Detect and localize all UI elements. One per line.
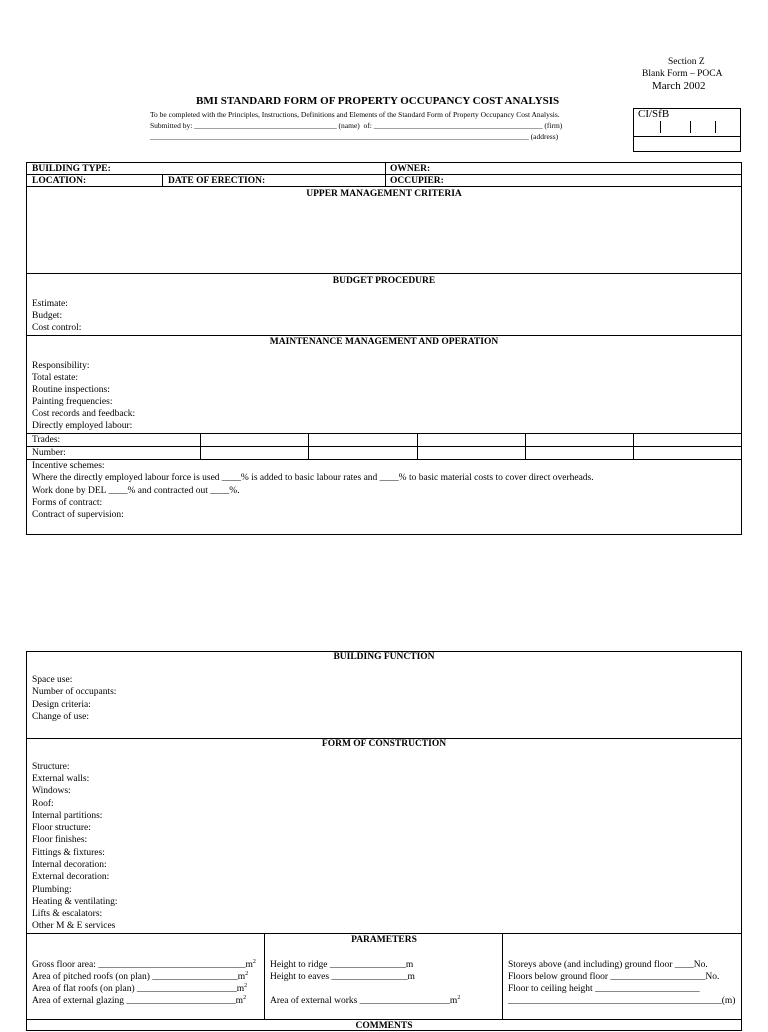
foc-roof: Roof: xyxy=(32,799,54,809)
comments-heading: COMMENTS xyxy=(355,1021,413,1031)
param-height-ridge: Height to ridge ________________m xyxy=(270,960,414,970)
foc-windows: Windows: xyxy=(32,786,71,796)
param-flat-roofs: Area of flat roofs (on plan) $\_\_\_\_\_\_\_\_\_\_\_\_\_\_\_\_\_\_\_\_\_m^2$ xyxy=(32,982,248,994)
contract-of-supervision: Contract of supervision: xyxy=(32,510,124,520)
submitted-by-field[interactable]: Submitted by: ______________________________________ (name) of: _____________________________________________ (firm) xyxy=(150,121,563,130)
form-title: BMI STANDARD FORM OF PROPERTY OCCUPANCY COST ANALYSIS xyxy=(196,95,560,107)
maint-cost-records: Cost records and feedback: xyxy=(32,409,136,419)
param-height-eaves: Height to eaves ________________m xyxy=(270,972,415,982)
maint-routine-inspections: Routine inspections: xyxy=(32,385,110,395)
param-pitched-roofs: Area of pitched roofs (on plan) $\_\_\_\_\_\_\_\_\_\_\_\_\_\_\_\_\_\_m^2$ xyxy=(32,970,249,982)
foc-internal-decoration: Internal decoration: xyxy=(32,860,107,870)
param-floor-ceiling: Floor to ceiling height ______________________ xyxy=(508,984,700,994)
foc-floor-finishes: Floor finishes: xyxy=(32,835,88,845)
incentive-schemes: Incentive schemes: xyxy=(32,461,105,471)
param-gross-floor-area: Gross floor area: $\_\_\_\_\_\_\_\_\_\_\_\_\_\_\_\_\_\_\_\_\_\_\_\_\_\_\_\_\_\_\_m^2$ xyxy=(32,958,256,970)
budget-heading: BUDGET PROCEDURE xyxy=(332,276,436,286)
foc-external-decoration: External decoration: xyxy=(32,872,110,882)
foc-external-walls: External walls: xyxy=(32,774,90,784)
param-external-glazing: Area of external glazing $\_\_\_\_\_\_\_\_\_\_\_\_\_\_\_\_\_\_\_\_\_\_\_m^2$ xyxy=(32,994,247,1006)
owner-field[interactable]: OWNER: xyxy=(390,164,431,174)
maint-total-estate: Total estate: xyxy=(32,373,79,383)
form-date: March 2002 xyxy=(652,80,706,92)
trades-label: Trades: xyxy=(32,435,61,445)
budget-cost-control: Cost control: xyxy=(32,323,82,333)
bf-design-criteria: Design criteria: xyxy=(32,700,91,710)
budget-budget: Budget: xyxy=(32,311,63,321)
del-overheads-text: Where the directly employed labour force is used ____% is added to basic labour rates and ____% to basic material costs to cover direct overheads. xyxy=(32,473,594,483)
param-floor-ceiling-m: _____________________________________________(m) xyxy=(508,996,736,1006)
maint-painting-frequencies: Painting frequencies: xyxy=(32,397,113,407)
section-label: Section Z xyxy=(668,57,705,67)
foc-heating: Heating & ventilating: xyxy=(32,897,118,907)
foc-internal-partitions: Internal partitions: xyxy=(32,811,103,821)
address-field[interactable]: _____________________________________________________________________________________________________ (address) xyxy=(150,132,559,141)
building-function-heading: BUILDING FUNCTION xyxy=(333,652,435,662)
forms-of-contract: Forms of contract: xyxy=(32,498,103,508)
foc-structure: Structure: xyxy=(32,762,70,772)
maint-responsibility: Responsibility: xyxy=(32,361,90,371)
cisfb-code-field[interactable] xyxy=(633,136,741,152)
upper-management-area[interactable] xyxy=(30,202,738,272)
instructions-text: To be completed with the Principles, Instructions, Definitions and Elements of the Standard Form of Property Occupancy Cost Analysis. xyxy=(150,110,560,119)
location-field[interactable]: LOCATION: xyxy=(32,176,87,186)
bf-change-of-use: Change of use: xyxy=(32,712,89,722)
param-external-works: Area of external works $\_\_\_\_\_\_\_\_\_\_\_\_\_\_\_\_\_\_\_m^2$ xyxy=(270,994,461,1006)
occupier-field[interactable]: OCCUPIER: xyxy=(390,176,444,186)
foc-other-me: Other M & E services xyxy=(32,921,116,931)
date-of-erection-field[interactable]: DATE OF ERECTION: xyxy=(168,176,266,186)
bf-space-use: Space use: xyxy=(32,675,73,685)
number-label: Number: xyxy=(32,448,66,458)
foc-floor-structure: Floor structure: xyxy=(32,823,91,833)
param-floors-below: Floors below ground floor ____________________No. xyxy=(508,972,720,982)
del-contracted-text: Work done by DEL ____% and contracted out ____%. xyxy=(32,486,240,496)
blank-form-label: Blank Form – POCA xyxy=(642,69,723,79)
maintenance-heading: MAINTENANCE MANAGEMENT AND OPERATION xyxy=(269,337,499,347)
cisfb-label: CI/SfB xyxy=(638,108,670,120)
budget-estimate: Estimate: xyxy=(32,299,68,309)
param-storeys-above: Storeys above (and including) ground floor ____No. xyxy=(508,960,708,970)
bf-occupants: Number of occupants: xyxy=(32,687,117,697)
building-type-field[interactable]: BUILDING TYPE: xyxy=(32,164,111,174)
upper-management-heading: UPPER MANAGEMENT CRITERIA xyxy=(306,189,462,199)
parameters-heading: PARAMETERS xyxy=(351,935,417,945)
foc-plumbing: Plumbing: xyxy=(32,885,72,895)
foc-lifts: Lifts & escalators: xyxy=(32,909,103,919)
maint-direct-labour: Directly employed labour: xyxy=(32,421,133,431)
construction-heading: FORM OF CONSTRUCTION xyxy=(321,739,447,749)
foc-fittings: Fittings & fixtures: xyxy=(32,848,105,858)
